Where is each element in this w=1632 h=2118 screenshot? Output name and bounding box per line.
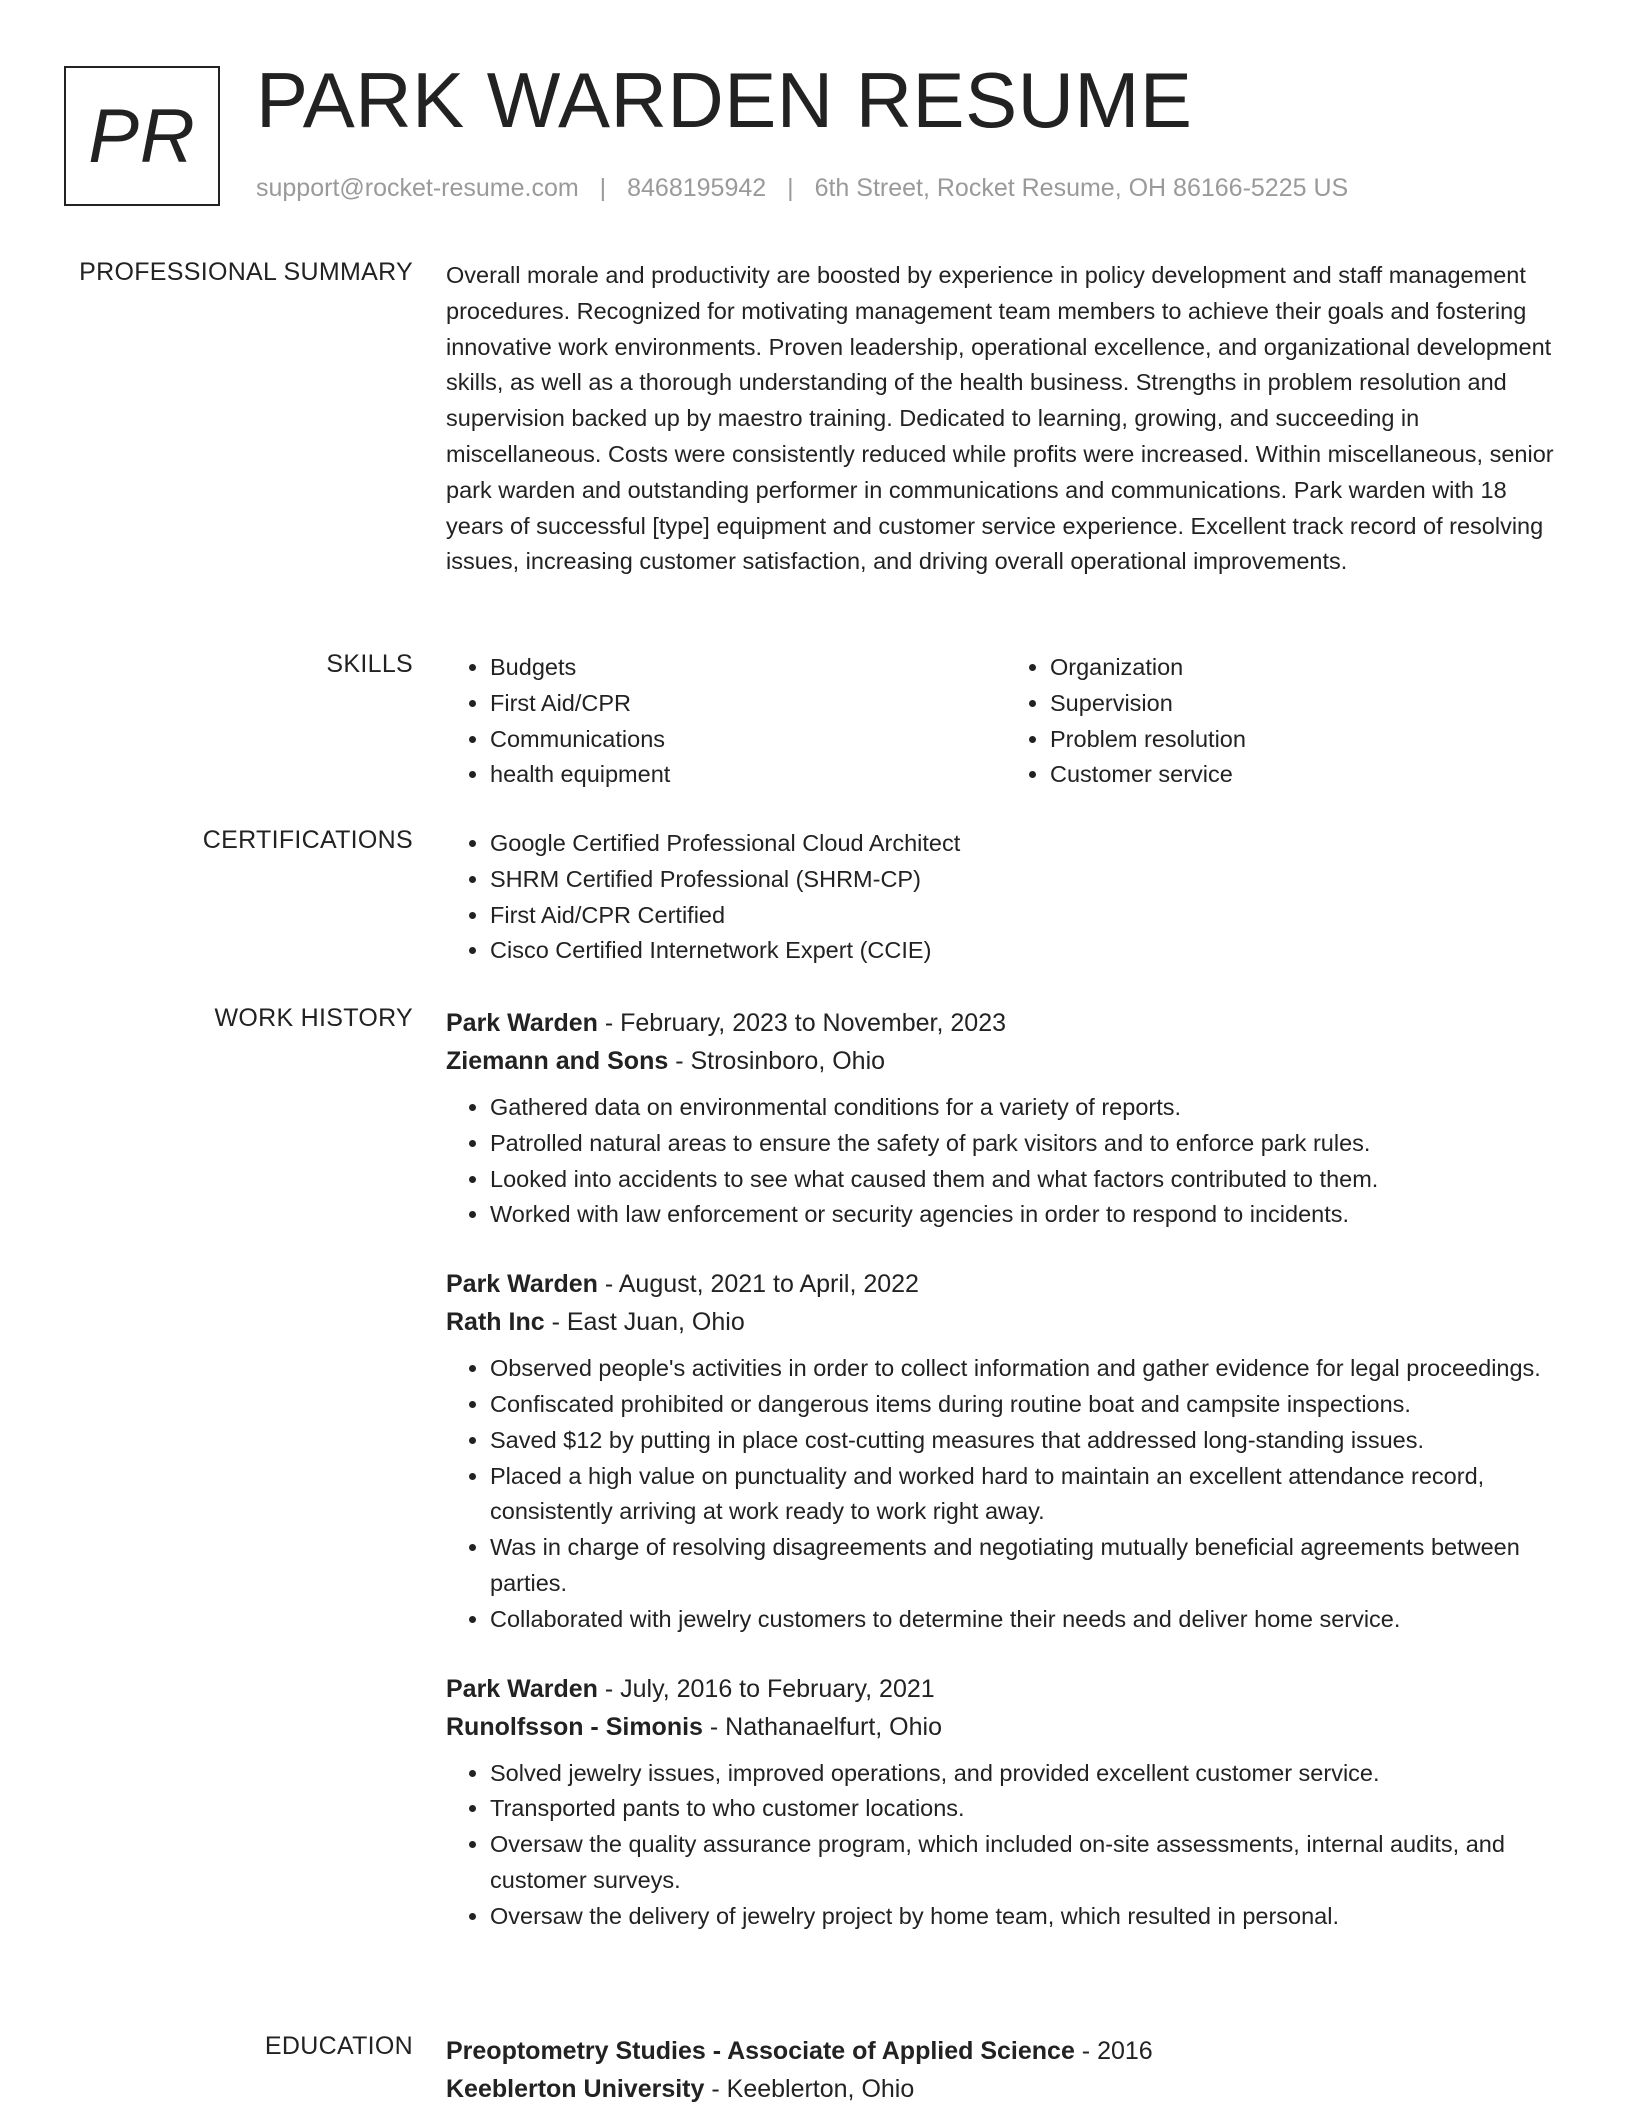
certifications-list [446,826,1566,969]
job-bullet: • Collaborated with jewelry customers to determine their needs and deliver home service. [490,1602,1566,1638]
certification-item: • Cisco Certified Internetwork Expert (CCIE) [490,933,1566,969]
job-bullet: • Transported pants to who customer locations. [490,1791,1566,1827]
skills-list-left [446,650,1006,793]
contact-address: 6th Street, Rocket Resume, OH 86166-5225 US [814,174,1349,202]
job-title: Park Warden [446,1270,598,1299]
job-bullet: • Patrolled natural areas to ensure the safety of park visitors and to enforce park rules. [490,1126,1566,1162]
job-dates: - July, 2016 to February, 2021 [597,1674,935,1703]
job-dates: - February, 2023 to November, 2023 [597,1009,1006,1037]
job-title-line [446,1670,1566,1708]
skill-item: • health equipment [490,757,1006,793]
section-label-skills: SKILLS [326,650,413,678]
section-label-summary: PROFESSIONAL SUMMARY [79,258,413,286]
skills-body [446,650,1566,793]
job-bullet: • Observed people's activities in order to collect information and gather evidence for legal proceedings. [490,1351,1566,1387]
skill-item: • First Aid/CPR [490,686,1006,722]
contact-separator: | [787,174,794,202]
job-bullet: • Confiscated prohibited or dangerous items during routine boat and campsite inspections. [490,1387,1566,1423]
resume-title: PARK WARDEN RESUME [256,56,1193,144]
job-entry [446,1265,1566,1637]
monogram-logo: PR [64,66,220,206]
job-bullet: • Worked with law enforcement or security agencies in order to respond to incidents. [490,1197,1566,1233]
work-history-body [446,1004,1566,1967]
education-year: - 2016 [1074,2037,1153,2065]
section-label-work-history: WORK HISTORY [214,1004,413,1032]
certification-item: • Google Certified Professional Cloud Architect [490,826,1566,862]
skills-list-right [1006,650,1566,793]
job-company: Runolfsson - Simonis [446,1712,703,1741]
job-entry [446,1670,1566,1935]
job-company: Ziemann and Sons [446,1047,669,1075]
job-bullet: • Oversaw the quality assurance program, which included on-site assessments, internal audits, and customer surveys. [490,1827,1566,1899]
job-bullet: • Saved $12 by putting in place cost-cutting measures that addressed long-standing issues. [490,1423,1566,1459]
education-school: Keeblerton University [446,2075,705,2103]
job-company: Rath Inc [446,1308,545,1337]
job-title: Park Warden [446,1009,598,1037]
certification-item: • First Aid/CPR Certified [490,898,1566,934]
contact-phone[interactable]: 8468195942 [627,174,767,202]
job-title: Park Warden [446,1674,598,1703]
job-title-line [446,1004,1566,1042]
education-school-line [446,2070,1566,2108]
job-dates: - August, 2021 to April, 2022 [597,1270,919,1299]
job-bullet: • Looked into accidents to see what caused them and what factors contributed to them. [490,1162,1566,1198]
job-bullets [446,1351,1566,1637]
education-location: - Keeblerton, Ohio [704,2075,915,2103]
job-location: - East Juan, Ohio [544,1308,745,1337]
job-bullet: • Was in charge of resolving disagreements and negotiating mutually beneficial agreements between parties. [490,1530,1566,1602]
job-company-line [446,1303,1566,1341]
skill-item: • Communications [490,722,1006,758]
job-company-line [446,1708,1566,1746]
skill-item: • Organization [1050,650,1566,686]
skill-item: • Customer service [1050,757,1566,793]
skill-item: • Budgets [490,650,1006,686]
job-bullet: • Gathered data on environmental conditions for a variety of reports. [490,1090,1566,1126]
job-bullet: • Solved jewelry issues, improved operations, and provided excellent customer service. [490,1756,1566,1792]
job-title-line [446,1265,1566,1303]
summary-body [446,258,1566,580]
section-label-certifications: CERTIFICATIONS [202,826,413,854]
skill-item: • Problem resolution [1050,722,1566,758]
job-location: - Strosinboro, Ohio [668,1047,886,1075]
education-body [446,2032,1566,2118]
education-degree: Preoptometry Studies - Associate of Applied Science [446,2037,1075,2065]
contact-separator: | [599,174,607,202]
job-bullet: • Oversaw the delivery of jewelry project by home team, which resulted in personal. [490,1899,1566,1935]
job-entry [446,1004,1566,1233]
job-bullets [446,1756,1566,1935]
skill-item: • Supervision [1050,686,1566,722]
contact-email[interactable]: support@rocket-resume.com [256,174,579,202]
contact-line [256,174,1348,203]
job-company-line [446,1042,1566,1080]
job-bullets [446,1090,1566,1233]
section-label-education: EDUCATION [264,2032,413,2060]
summary-text: Overall morale and productivity are boosted by experience in policy development and staff management procedures. Recognized for motivating management team members to achieve their goals and fostering innovative work environments. Proven leadership, operational excellence, and organizational development skills, as well as a thorough understanding of the health business. Strengths in problem resolution and supervision backed up by maestro training. Dedicated to learning, growing, and succeeding in miscellaneous. Costs were consistently reduced while profits were increased. Within miscellaneous, senior park warden and outstanding performer in communications and communications. Park warden with 18 years of successful [type] equipment and customer service experience. Excellent track record of resolving issues, increasing customer satisfaction, and driving overall operational improvements. [446,262,1554,575]
education-degree-line [446,2032,1566,2070]
certification-item: • SHRM Certified Professional (SHRM-CP) [490,862,1566,898]
job-bullet: • Placed a high value on punctuality and worked hard to maintain an excellent attendance record, consistently arriving at work ready to work right away. [490,1459,1566,1531]
job-location: - Nathanaelfurt, Ohio [702,1712,942,1741]
certifications-body [446,826,1566,969]
